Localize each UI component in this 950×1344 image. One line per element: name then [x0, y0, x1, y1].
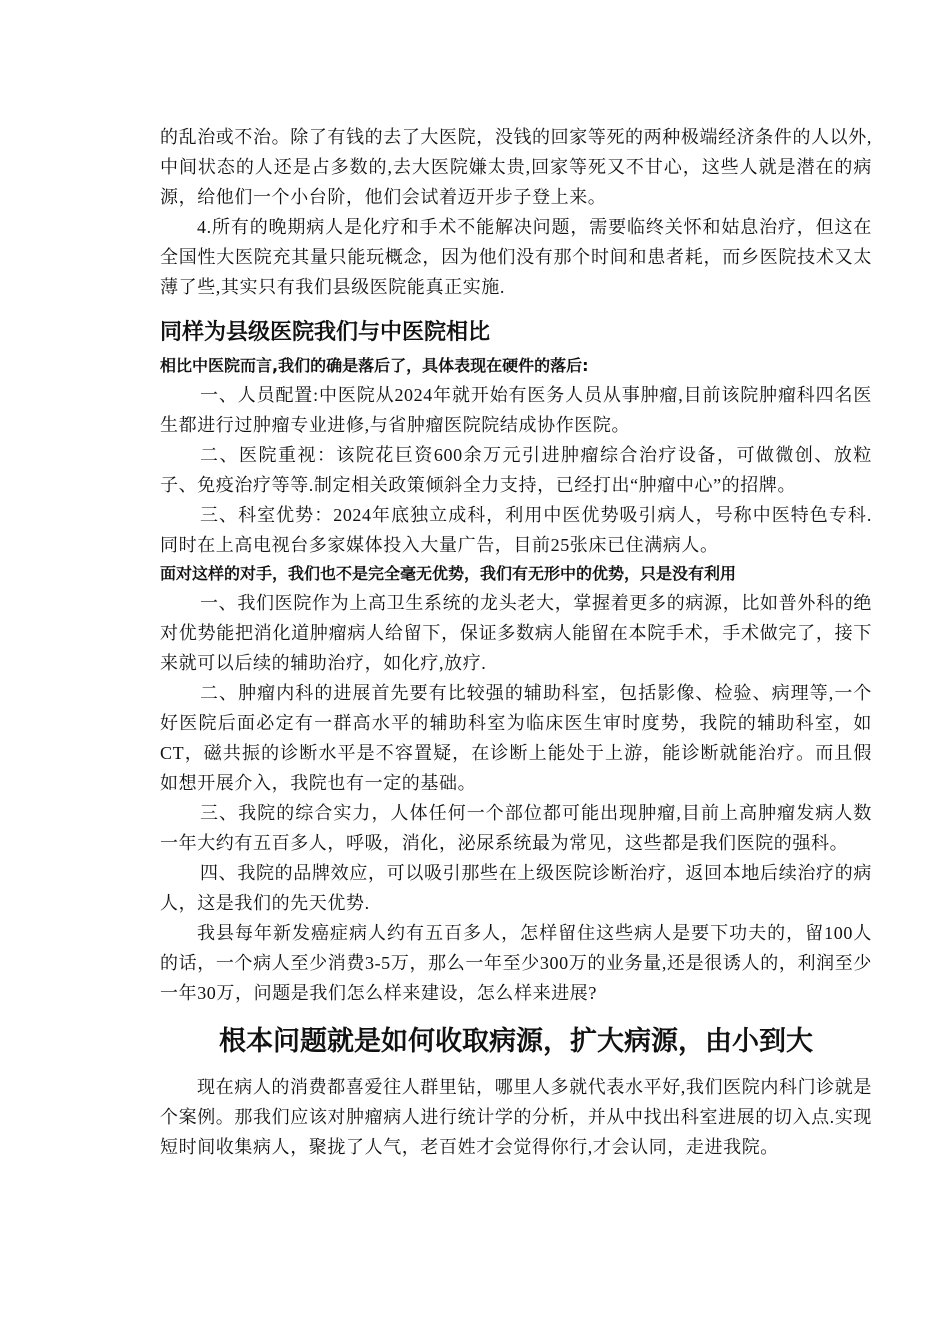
behind-item-department: 三、科室优势：2024年底独立成科，利用中医优势吸引病人，号称中医特色专科.同时在上高电视台多家媒体投入大量广告，目前25张床已住满病人。	[160, 505, 872, 555]
paragraph-intro: 的乱治或不治。除了有钱的去了大医院，没钱的回家等死的两种极端经济条件的人以外,中间状态的人还是占多数的,去大医院嫌太贵,回家等死又不甘心，这些人就是潜在的病源，给他们一个小台阶，他们会试着迈开步子登上来。	[160, 127, 872, 207]
paragraph-point-4: 4.所有的晚期病人是化疗和手术不能解决问题，需要临终关怀和姑息治疗，但这在全国性大医院充其量只能玩概念，因为他们没有那个时间和患者耗，而乡医院技术又太薄了些,其实只有我们县级医院能真正实施.	[160, 217, 872, 297]
subheading-behind: 相比中医院而言,我们的确是落后了，具体表现在硬件的落后:	[160, 356, 589, 375]
paragraph-patient-numbers: 我县每年新发癌症病人约有五百多人，怎样留住这些病人是要下功夫的，留100人的话，一个病人至少消费3-5万，那么一年至少300万的业务量,还是很诱人的，利润至少一年30万，问题是我们怎么样来建设，怎么样来进展?	[160, 923, 872, 1003]
document-body	[160, 122, 872, 1162]
paragraph-final: 现在病人的消费都喜爱往人群里钻，哪里人多就代表水平好,我们医院内科门诊就是个案例。那我们应该对肿瘤病人进行统计学的分析，并从中找出科室进展的切入点.实现短时间收集病人，聚拢了人气，老百姓才会觉得你行,才会认同，走进我院。	[160, 1077, 872, 1157]
section-heading-compare: 同样为县级医院我们与中医院相比	[160, 320, 491, 345]
subheading-advantage: 面对这样的对手，我们也不是完全毫无优势，我们有无形中的优势，只是没有利用	[160, 564, 737, 583]
advantage-item-support-departments: 二、肿瘤内科的进展首先要有比较强的辅助科室，包括影像、检验、病理等,一个好医院后面必定有一群高水平的辅助科室为临床医生审时度势，我院的辅助科室，如CT，磁共振的诊断水平是不容置疑，在诊断上能处于上游，能诊断就能治疗。而且假如想开展介入，我院也有一定的基础。	[160, 683, 872, 793]
advantage-item-overall-strength: 三、我院的综合实力，人体任何一个部位都可能出现肿瘤,目前上高肿瘤发病人数一年大约有五百多人，呼吸，消化，泌尿系统最为常见，这些都是我们医院的强科。	[160, 803, 872, 853]
advantage-item-patient-source: 一、我们医院作为上高卫生系统的龙头老大，掌握着更多的病源，比如普外科的绝对优势能把消化道肿瘤病人给留下，保证多数病人能留在本院手术，手术做完了，接下来就可以后续的辅助治疗，如化疗,放疗.	[160, 593, 872, 673]
behind-item-staffing: 一、人员配置:中医院从2024年就开始有医务人员从事肿瘤,目前该院肿瘤科四名医生都进行过肿瘤专业进修,与省肿瘤医院院结成协作医院。	[160, 385, 872, 435]
behind-item-investment: 二、医院重视：该院花巨资600余万元引进肿瘤综合治疗设备，可做微创、放粒子、免疫治疗等等.制定相关政策倾斜全力支持，已经打出“肿瘤中心”的招牌。	[160, 445, 872, 495]
advantage-item-brand: 四、我院的品牌效应，可以吸引那些在上级医院诊断治疗，返回本地后续治疗的病人，这是我们的先天优势.	[160, 863, 872, 913]
main-heading-core-problem: 根本问题就是如何收取病源，扩大病源，由小到大	[219, 1026, 813, 1057]
